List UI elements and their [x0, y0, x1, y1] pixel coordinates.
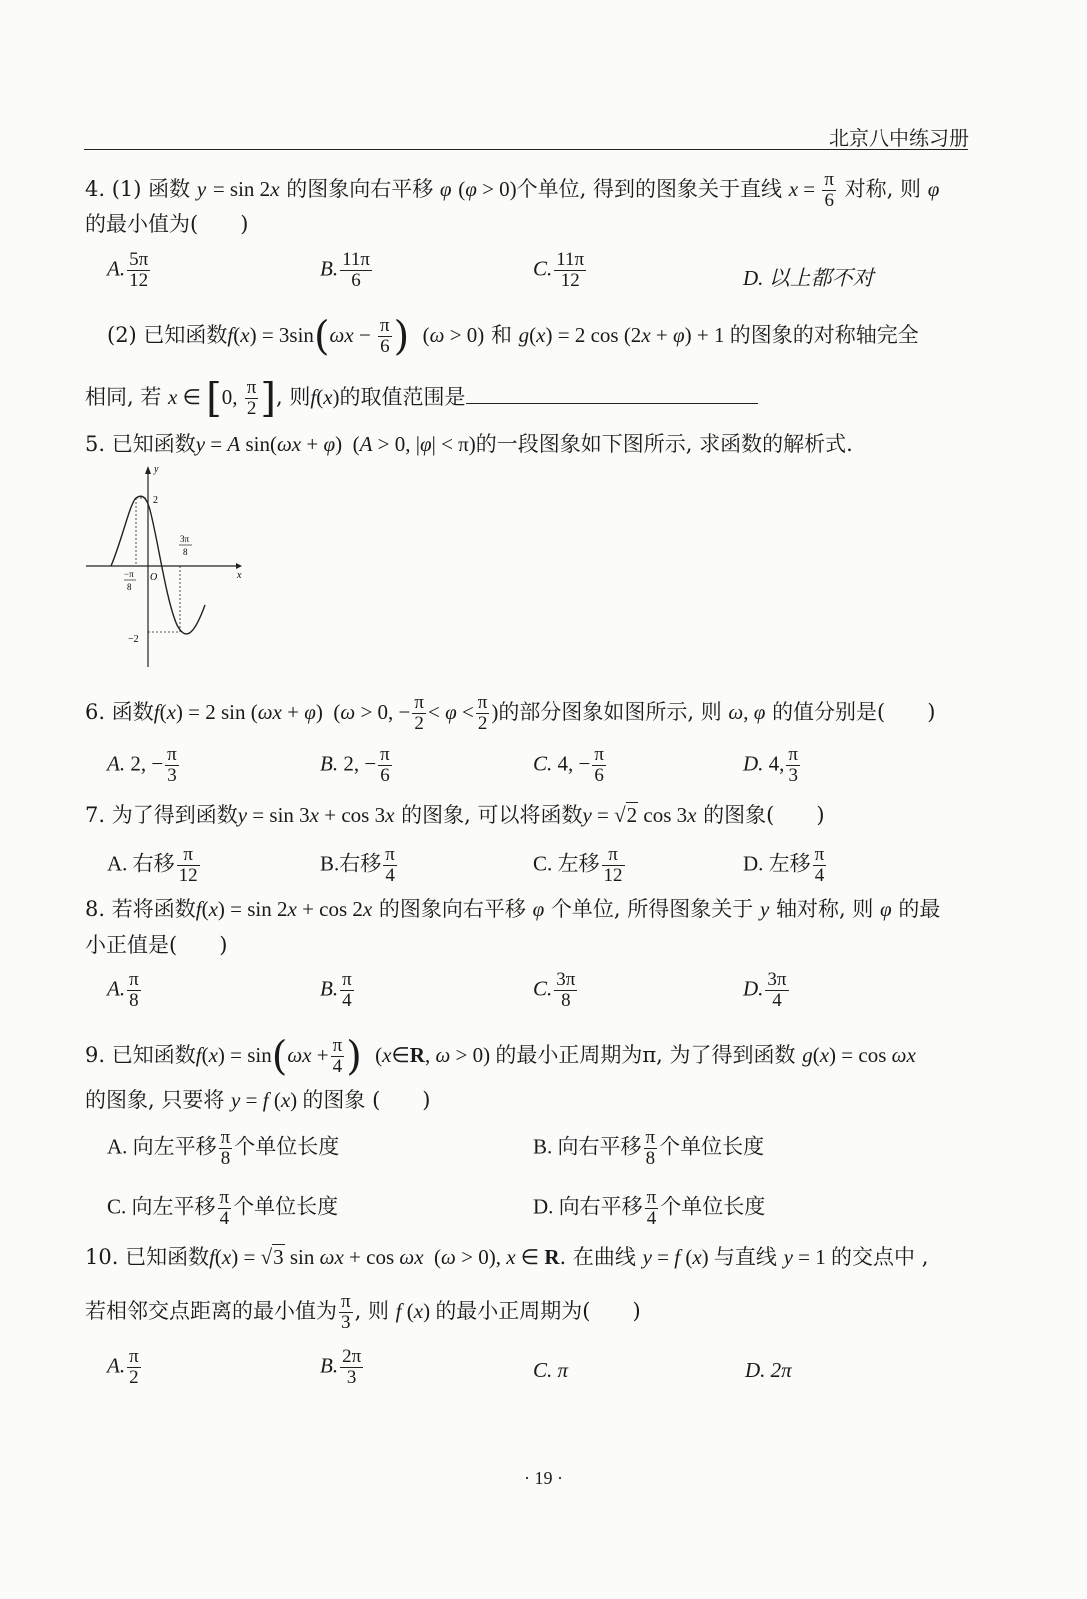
- q7-option-c[interactable]: C. 左移 $\frac{\pi}{12}$: [533, 844, 623, 886]
- q9-line2: 的图象, 只要将 y = f (x) 的图象 ( ): [85, 1088, 431, 1112]
- q7-option-a[interactable]: A. 右移 $\frac{\pi}{12}$: [107, 844, 198, 886]
- q8-option-c[interactable]: C. $\frac{3\pi}{8}$: [533, 969, 576, 1011]
- q9-line1: 9. 已知函数f(x) = sin(ωx + $\frac{\pi}{4}$ ) (x∈R, ω > 0) 的最小正周期为π, 为了得到函数 g(x) = cos ωx: [85, 1033, 916, 1080]
- q8-option-d[interactable]: D. $\frac{3\pi}{4}$: [743, 969, 787, 1011]
- graph-y-label: y: [154, 464, 159, 475]
- q8-option-a[interactable]: A. $\frac{\pi}{8}$: [107, 969, 139, 1011]
- q5-text: 5. 已知函数y = A sin(ωx + φ) (A > 0, |φ| < π)的一段图象如下图所示, 求函数的解析式.: [85, 432, 853, 456]
- q5-sine-graph: [80, 460, 255, 675]
- q10-line2: 若相邻交点距离的最小值为 $\frac{\pi}{3}$ , 则 f (x) 的最小正周期为( ): [85, 1291, 641, 1333]
- q4-option-a[interactable]: A. $\frac{5\pi}{12}$: [107, 249, 149, 291]
- q10-option-c[interactable]: C. π: [533, 1358, 569, 1382]
- graph-tick-right-num: 3π: [180, 534, 190, 544]
- y-axis-arrow: [145, 466, 151, 474]
- q9-option-b[interactable]: B. 向右平移 $\frac{\pi}{8}$ 个单位长度: [533, 1127, 765, 1169]
- q9-option-a[interactable]: A. 向左平移 $\frac{\pi}{8}$ 个单位长度: [107, 1127, 340, 1169]
- q6-option-b[interactable]: B. 2, − $\frac{\pi}{6}$: [320, 744, 390, 786]
- graph-x-label: x: [237, 570, 242, 581]
- q6-option-d[interactable]: D. 4, $\frac{\pi}{3}$: [743, 744, 799, 786]
- q10-option-d[interactable]: D. 2π: [745, 1358, 792, 1382]
- graph-origin: O: [150, 572, 158, 583]
- sine-curve: [111, 496, 205, 634]
- q10-option-b[interactable]: B. $\frac{2\pi}{3}$: [320, 1346, 362, 1388]
- graph-tick-left-den: 8: [127, 582, 132, 592]
- x-axis-arrow: [236, 563, 242, 569]
- q7-option-b[interactable]: B.右移 $\frac{\pi}{4}$: [320, 844, 395, 886]
- graph-tick-left-num: −π: [124, 569, 134, 579]
- page-number: · 19 ·: [524, 1468, 563, 1488]
- q10-line1: 10. 已知函数f(x) = √3 sin ωx + cos ωx (ω > 0), x ∈ R. 在曲线 y = f (x) 与直线 y = 1 的交点中 ,: [85, 1245, 929, 1269]
- q7-option-d[interactable]: D. 左移 $\frac{\pi}{4}$: [743, 844, 825, 886]
- q6-text: 6. 函数f(x) = 2 sin (ωx + φ) (ω > 0, − $\frac{\pi}{2}$ < φ < $\frac{\pi}{2}$ )的部分图象如图所示, 则 ω, φ 的值分别是( ): [85, 692, 936, 734]
- graph-tick-right-den: 8: [183, 547, 188, 557]
- graph-ymin-label: −2: [128, 634, 139, 645]
- q4-option-d[interactable]: D. 以上都不对: [743, 266, 874, 290]
- q8-line2: 小正值是( ): [85, 933, 228, 957]
- q9-option-c[interactable]: C. 向左平移 $\frac{\pi}{4}$ 个单位长度: [107, 1187, 339, 1229]
- q7-text: 7. 为了得到函数y = sin 3x + cos 3x 的图象, 可以将函数y = √2 cos 3x 的图象( ): [85, 803, 825, 827]
- q4-option-c[interactable]: C. $\frac{11\pi}{12}$: [533, 249, 585, 291]
- q6-option-a[interactable]: A. 2, − $\frac{\pi}{3}$: [107, 744, 177, 786]
- header-title: 北京八中练习册: [829, 126, 969, 150]
- q8-option-b[interactable]: B. $\frac{\pi}{4}$: [320, 969, 352, 1011]
- header-rule: [84, 149, 968, 150]
- q10-option-a[interactable]: A. $\frac{\pi}{2}$: [107, 1346, 139, 1388]
- q4-line2: 的最小值为( ): [85, 212, 249, 236]
- q4-part2-line2: 相同, 若 x ∈ [0, $\frac{\pi}{2}$ ], 则f(x)的取值范围是: [85, 378, 758, 419]
- q6-option-c[interactable]: C. 4, − $\frac{\pi}{6}$: [533, 744, 604, 786]
- answer-blank[interactable]: [466, 385, 758, 404]
- q9-option-d[interactable]: D. 向右平移 $\frac{\pi}{4}$ 个单位长度: [533, 1187, 766, 1229]
- q4-part2-line1: (2) 已知函数f(x) = 3sin(ωx − $\frac{\pi}{6}$ ) (ω > 0) 和 g(x) = 2 cos (2x + φ) + 1 的图象的对称轴完全: [107, 313, 919, 360]
- q4-option-b[interactable]: B. $\frac{11\pi}{6}$: [320, 249, 370, 291]
- q8-line1: 8. 若将函数f(x) = sin 2x + cos 2x 的图象向右平移 φ 个单位, 所得图象关于 y 轴对称, 则 φ 的最: [85, 897, 941, 921]
- graph-ymax-label: 2: [153, 495, 158, 506]
- q4-line1: 4. (1) 函数 y = sin 2x 的图象向右平移 φ (φ > 0)个单位, 得到的图象关于直线 x = $\frac{\pi}{6}$ 对称, 则 φ: [85, 169, 940, 211]
